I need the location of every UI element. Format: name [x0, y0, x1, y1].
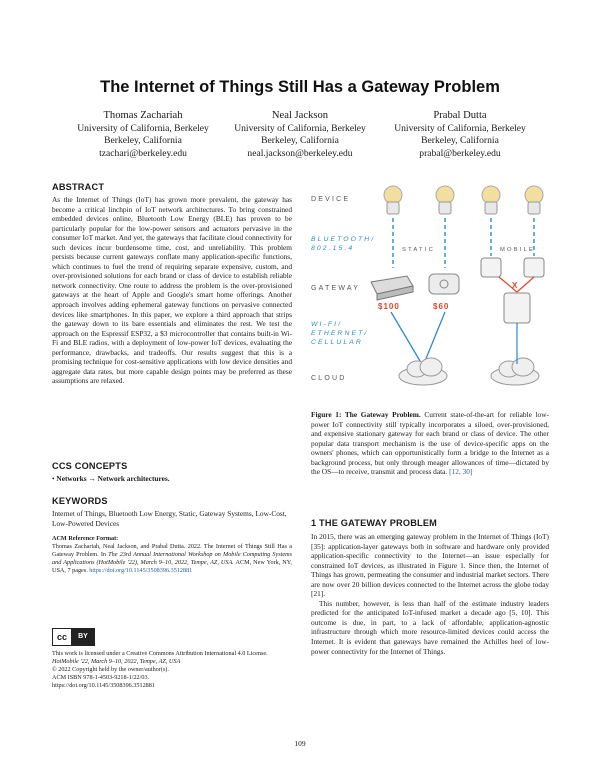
- ccs-item-rest: Network architectures.: [97, 474, 170, 483]
- wifi-label: [311, 320, 368, 347]
- mobile-label: MOBILE: [500, 247, 536, 253]
- wifi-label-line2: ETHERNET/: [311, 330, 369, 337]
- section-body: [311, 532, 549, 656]
- hub-icon: [429, 274, 459, 294]
- reference-doi-link[interactable]: https://doi.org/10.1145/3508396.3512881: [89, 567, 193, 574]
- caption-text: Current state-of-the-art for reliable low-power IoT connectivity still typically incorporates a siloed, over-provisioned, and expensive stationary gateway for each brand or class of device. The other popular data transport mechanism is the use of device-specific apps on the owners' phones, which can opportunistically form a bridge to the Internet as a background process, but only through meager allowances of time—dictated by the OS—to receive, transmit and process data.: [311, 410, 549, 477]
- cloud-icon: [491, 358, 539, 385]
- gateway-figure: [305, 178, 555, 388]
- license-line: This work is licensed under a Creative Commons Attribution International 4.0 License.: [52, 650, 268, 657]
- license-copyright: © 2022 Copyright held by the owner/author(s).: [52, 666, 169, 673]
- cloud-label: CLOUD: [311, 375, 347, 382]
- reference-venue: The 23rd Annual International Workshop on Mobile Computing Systems and Applications (HotMobile '22), March 9–10, 2022, Tempe, AZ, USA.: [52, 551, 292, 566]
- keywords-heading: KEYWORDS: [52, 496, 108, 506]
- author-email: prabal@berkeley.edu: [419, 147, 501, 159]
- reference-line2: ACM, New York, NY, USA, 7 pages.: [52, 559, 292, 574]
- ccs-arrow: →: [88, 474, 96, 483]
- author-name: Prabal Dutta: [433, 110, 487, 121]
- caption-refs[interactable]: [12, 30]: [449, 467, 473, 477]
- author-affiliation: University of California, Berkeley: [77, 122, 209, 134]
- price-label: $100: [378, 302, 400, 311]
- router-icon: [371, 276, 413, 300]
- device-label: DEVICE: [311, 196, 351, 203]
- cloud-icon: [399, 358, 447, 385]
- static-label: STATIC: [402, 247, 435, 253]
- reference-heading: ACM Reference Format:: [52, 535, 119, 542]
- ccs-item-bold: Networks: [56, 474, 87, 483]
- acm-reference: [52, 535, 292, 575]
- license-text: [52, 650, 292, 690]
- author-name: Thomas Zachariah: [103, 110, 183, 121]
- lightbulb-icon: [436, 186, 454, 214]
- license-isbn: ACM ISBN 978-1-4503-9218-1/22/03.: [52, 674, 150, 681]
- abstract-text: [52, 195, 292, 386]
- page-number: 109: [294, 739, 306, 748]
- author-location: Berkeley, California: [104, 135, 182, 147]
- phone-icon: [504, 293, 530, 323]
- paper-title: The Internet of Things Still Has a Gateway Problem: [100, 78, 500, 96]
- section-paragraph: This number, however, is less than half of the estimate industry leaders predicted for the anticipated IoT-infused market a decade ago [5, 10]. This outcome is due, in part, to a lack of affordable, application-agnostic infrastructure through which more resource-limited devices could access the Internet. It is evident that gateways have remained the Achilles heel of low-power connectivity for the Internet of Things.: [311, 598, 549, 656]
- ble-label-line1: BLUETOOTH/: [311, 236, 376, 243]
- ble-links: [393, 218, 534, 268]
- wifi-links: [391, 312, 445, 366]
- ccs-concepts: [52, 474, 292, 484]
- ccs-bullet: •: [52, 474, 55, 483]
- section-heading: 1 THE GATEWAY PROBLEM: [311, 518, 438, 528]
- gateway-label: GATEWAY: [311, 285, 361, 292]
- caption-label: Figure 1: The Gateway Problem.: [311, 410, 421, 419]
- author-location: Berkeley, California: [421, 135, 499, 147]
- cc-icon: cc: [53, 629, 72, 645]
- license-venue: HotMobile '22, March 9–10, 2022, Tempe, AZ, USA: [52, 658, 181, 665]
- author-email: tzachari@berkeley.edu: [99, 147, 187, 159]
- reference-line1: Thomas Zachariah, Neal Jackson, and Prabal Dutta. 2022. The Internet of Things Still Has a Gateway Problem. In: [52, 543, 292, 558]
- figure-caption: [311, 410, 549, 477]
- abstract-paragraph: As the Internet of Things (IoT) has grown more prevalent, the gateway has become a critical linchpin of IoT network architectures. To bring constrained embedded devices online, Bluetooth Low Energy (BLE) has proven to be particularly popular for the low-power sensors and actuators pervasive in the consumer IoT market. And yet, the gateways that facilitate cloud connectivity for such devices incur burdensome time, cost, and unreliability. This problem persists because current gateways conflate many application-specific functions, which continues to fuel the trend of requiring separate expensive, custom, and over-provisioned solutions for each brand or class of device to establish reliable network connectivity. One route to address the problem is the over-provisioned gateways at the heart of Apple and Google's smart home offerings. Another approach involves adding ephemeral gateway functions on pervasive connected devices like smartphones. In this paper, we explore a third approach that strips the gateway down to its bare essentials and eliminates the rest. We test the approach on the Espressif ESP32, a $3 microcontroller that contains built-in Wi-Fi and BLE radios, with a deployment of low-power IoT devices, evaluating the performance, drawbacks, and tradeoffs. Our results suggest that this is a promising technique for cost-sensitive applications with low device densities and aggregate data rates, but more capable design points may be preferred as these assumptions are relaxed.: [52, 195, 292, 386]
- section-paragraph: In 2015, there was an emerging gateway problem in the Internet of Things (IoT) [35]: application-layer gateways both in software and hardware only provided application-specific connectivity to the Internet—an issue especially for constrained IoT devices, as illustrated in Figure 1. Since then, the Internet of Things has grown, permeating the consumer and industrial market sectors. There are now over 20 billion devices connected to the Internet across the globe today [21].: [311, 532, 549, 599]
- author-email: neal.jackson@berkeley.edu: [247, 147, 353, 159]
- price-label: $60: [433, 302, 450, 311]
- ble-label: [311, 235, 375, 253]
- author-block-3: [365, 110, 555, 160]
- lightbulb-icon: [525, 186, 543, 214]
- phone-icon: [481, 258, 544, 277]
- wifi-label-line3: CELLULAR: [311, 339, 363, 346]
- author-affiliation: University of California, Berkeley: [394, 122, 526, 134]
- ble-label-line2: 802.15.4: [311, 245, 355, 252]
- author-location: Berkeley, California: [261, 135, 339, 147]
- cc-license-badge[interactable]: [52, 627, 95, 646]
- keywords-text: Internet of Things, Bluetooth Low Energy, Static, Gateway Systems, Low-Cost, Low-Powered Devices: [52, 509, 287, 528]
- ccs-heading: CCS CONCEPTS: [52, 461, 128, 471]
- x-mark: X: [512, 281, 518, 290]
- license-doi: https://doi.org/10.1145/3508396.3512881: [52, 682, 155, 689]
- wifi-label-line1: WI-FI/: [311, 321, 343, 328]
- abstract-heading: ABSTRACT: [52, 182, 105, 192]
- author-name: Neal Jackson: [271, 110, 329, 121]
- author-affiliation: University of California, Berkeley: [234, 122, 366, 134]
- lightbulb-icon: [384, 186, 402, 214]
- lightbulb-icon: [482, 186, 500, 214]
- by-icon: BY: [72, 629, 94, 645]
